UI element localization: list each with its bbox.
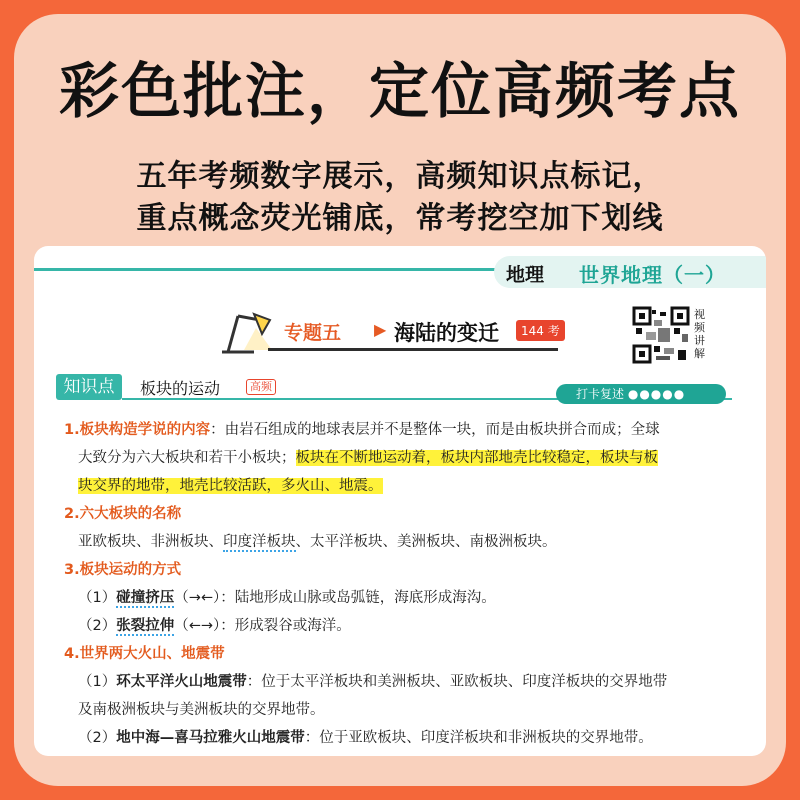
item-1-line-2 — [64, 444, 754, 472]
book-page-card — [34, 246, 766, 756]
item-4b-text: ：位于亚欧板块、印度洋板块和非洲板块的交界地带。 — [304, 730, 653, 746]
headline: 彩色批注，定位高频考点 — [59, 57, 741, 127]
topic-name: 海陆的变迁 — [394, 321, 499, 345]
item-3b-term: 张裂拉伸 — [116, 618, 175, 634]
item-3a-prefix: （1） — [78, 590, 117, 606]
subject-label: 地理 — [506, 264, 545, 286]
item-4a-term: 环太平洋火山地震带 — [116, 674, 247, 690]
item-4b-prefix: （2） — [78, 730, 117, 746]
item-3a-symbol: （→←） — [174, 590, 221, 606]
item-4-heading: 4.世界两大火山、地震带 — [64, 646, 225, 662]
desk-lamp-icon — [214, 306, 274, 356]
item-3b-symbol: （←→） — [174, 618, 221, 634]
item-2 — [64, 500, 754, 528]
qr-code-icon[interactable] — [632, 306, 690, 364]
item-3a — [64, 584, 754, 612]
exam-count-badge: 144 考 — [516, 320, 565, 341]
checkin-dots: ●●●●● — [627, 387, 686, 401]
subline-1: 五年考频数字展示，高频知识点标记， — [136, 159, 664, 194]
checkin-review-pill — [556, 384, 726, 404]
item-2-text-b: 、太平洋板块、美洲板块、南极洲板块。 — [295, 534, 557, 550]
item-1-text-a: ：由岩石组成的地球表层并不是整体一块，而是由板块拼合而成；全球 — [210, 422, 660, 438]
item-4 — [64, 640, 754, 668]
content-body — [64, 416, 754, 752]
item-2-underlined: 印度洋板块 — [223, 534, 296, 550]
knowledge-title: 板块的运动 — [140, 379, 221, 398]
item-1-highlight-a: 板块在不断地运动着，板块内部地壳比较稳定，板块与板 — [295, 450, 658, 466]
frequency-badge: 高频 — [246, 379, 276, 395]
item-4b — [64, 724, 754, 752]
item-2-line — [64, 528, 754, 556]
item-4b-term: 地中海—喜马拉雅火山地震带 — [116, 730, 305, 746]
checkin-label: 打卡复述 — [576, 387, 625, 401]
item-2-text-a: 亚欧板块、非洲板块、 — [78, 534, 223, 550]
item-1-highlight-b: 块交界的地带，地壳比较活跃，多火山、地震。 — [78, 478, 383, 494]
item-3b-text: ：形成裂谷或海洋。 — [220, 618, 351, 634]
video-explain-label: 视频讲解 — [694, 308, 705, 360]
topic-heading — [214, 306, 574, 352]
knowledge-tag: 知识点 — [56, 374, 122, 400]
topic-arrow-icon: ▶ — [374, 320, 387, 339]
item-4a-text: ：位于太平洋板块和美洲板块、亚欧板块、印度洋板块的交界地带 — [246, 674, 668, 690]
item-4a-prefix: （1） — [78, 674, 117, 690]
item-1 — [64, 416, 754, 444]
section-title: 世界地理（一） — [579, 263, 726, 287]
item-3a-text: ：陆地形成山脉或岛弧链，海底形成海沟。 — [220, 590, 496, 606]
item-4a — [64, 668, 754, 696]
item-4a-text-2: 及南极洲板块与美洲板块的交界地带。 — [78, 702, 325, 718]
item-1-text-b: 大致分为六大板块和若干小板块； — [78, 450, 296, 466]
item-1-line-3 — [64, 472, 754, 500]
knowledge-bar — [56, 374, 716, 400]
item-4a-line-2 — [64, 696, 754, 724]
item-1-heading: 1.板块构造学说的内容 — [64, 422, 211, 438]
item-2-heading: 2.六大板块的名称 — [64, 506, 182, 522]
item-3b — [64, 612, 754, 640]
subline-2: 重点概念荧光铺底，常考挖空加下划线 — [136, 201, 664, 236]
item-3b-prefix: （2） — [78, 618, 117, 634]
item-3a-term: 碰撞挤压 — [116, 590, 175, 606]
topic-number: 专题五 — [284, 322, 342, 344]
item-3-heading: 3.板块运动的方式 — [64, 562, 182, 578]
item-3 — [64, 556, 754, 584]
promo-frame — [14, 14, 786, 786]
